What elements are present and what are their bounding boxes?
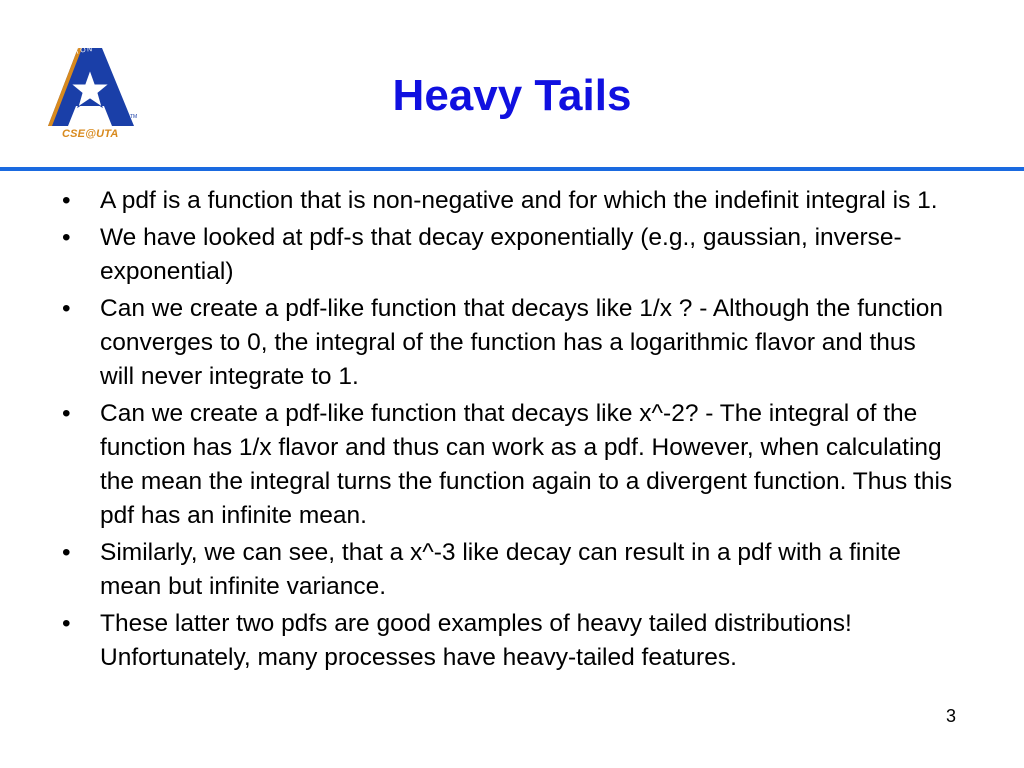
bullet-dot-icon: • [62, 224, 71, 251]
bullet-text: Similarly, we can see, that a x^-3 like decay can result in a pdf with a finite mean but infinite variance. [100, 539, 901, 600]
bullet-item [56, 221, 956, 289]
logo-tm: TM [130, 114, 138, 120]
slide-title: Heavy Tails [392, 71, 632, 120]
bullet-item [56, 292, 956, 394]
bullet-text: Can we create a pdf-like function that decays like 1/x ? - Although the function converges to 0, the integral of the function has a logarithmic flavor and thus will never integrate to 1. [100, 295, 944, 390]
bullet-text: A pdf is a function that is non-negative and for which the indefinit integral is 1. [100, 187, 938, 214]
bullet-text: These latter two pdfs are good examples of heavy tailed distributions! Unfortunately, many processes have heavy-tailed features. [100, 610, 852, 671]
bullet-item [56, 607, 956, 675]
bullet-list [56, 184, 956, 678]
title-divider [0, 167, 1024, 171]
bullet-item [56, 397, 956, 533]
page-number: 3 [946, 706, 957, 726]
logo-caption: CSE@UTA [62, 128, 119, 140]
bullet-dot-icon: • [62, 610, 71, 637]
bullet-dot-icon: • [62, 539, 71, 566]
logo-ring-text: UT ARLINGTON [48, 46, 94, 92]
bullet-dot-icon: • [62, 295, 71, 322]
bullet-dot-icon: • [62, 400, 71, 427]
bullet-text: Can we create a pdf-like function that decays like x^-2? - The integral of the function has 1/x flavor and thus can work as a pdf. However, when calculating the mean the integral turns the function again to a divergent function. Thus this pdf has an infinite mean. [100, 400, 953, 529]
bullet-item [56, 536, 956, 604]
bullet-dot-icon: • [62, 187, 71, 214]
bullet-item [56, 184, 956, 218]
bullet-text: We have looked at pdf-s that decay exponentially (e.g., gaussian, inverse-exponential) [100, 224, 902, 285]
